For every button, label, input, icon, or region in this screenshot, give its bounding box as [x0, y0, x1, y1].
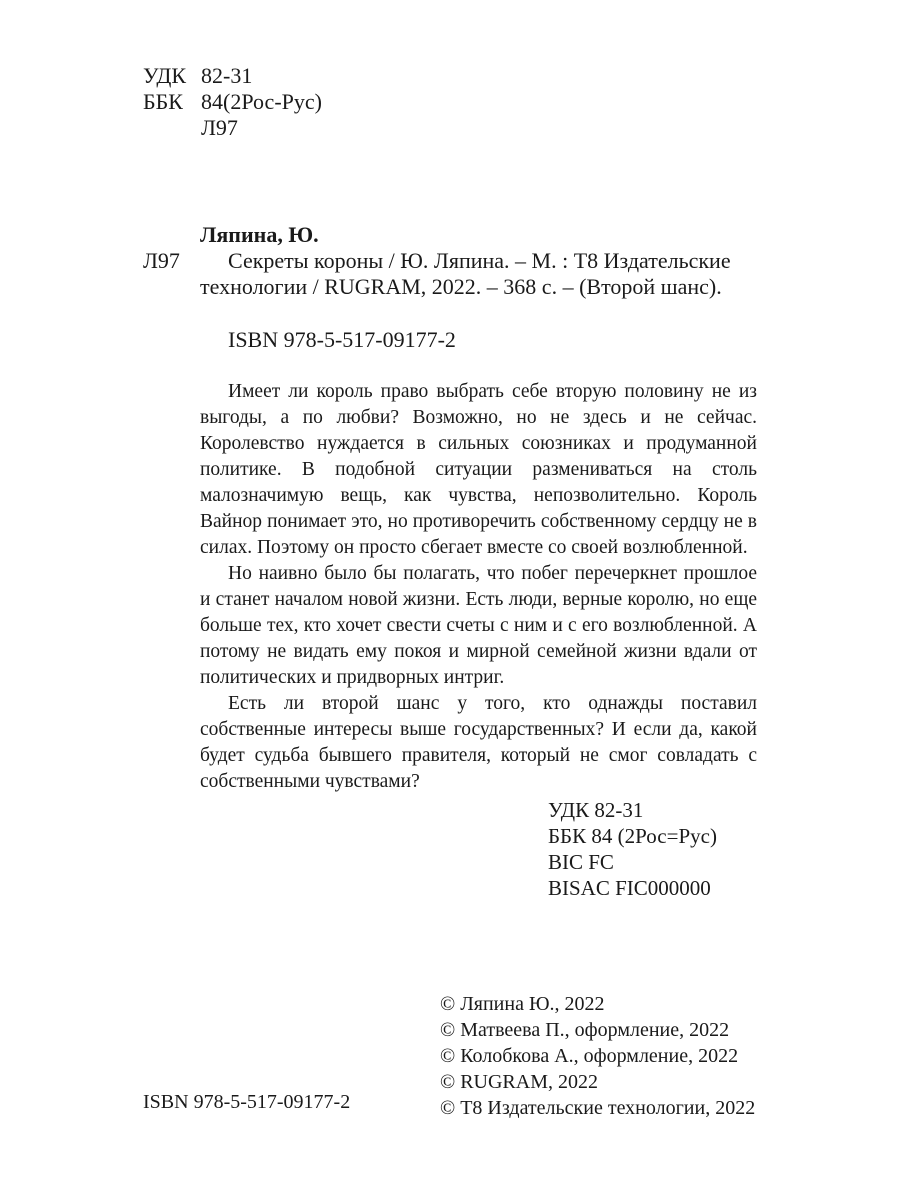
udk-value: 82-31 [201, 63, 253, 88]
udk-line [143, 63, 322, 89]
classification-bbk: ББК 84 (2Рос=Рус) [548, 824, 717, 848]
header-author-mark: Л97 [201, 115, 238, 140]
classification-bisac: BISAC FIC000000 [548, 876, 711, 900]
author-name: Ляпина, Ю. [200, 222, 319, 247]
bottom-isbn: ISBN 978-5-517-09177-2 [143, 1091, 351, 1113]
bib-line-2: технологии / RUGRAM, 2022. – 368 с. – (Второй шанс). [200, 274, 722, 299]
annotation-paragraph: Имеет ли король право выбрать себе вторую половину не из выгоды, а по любви? Возможно, но не здесь и не сейчас. Королевство нуждается в сильных союзниках и продуманной политике. В подобной ситуации размениваться на столь малозначимую вещь, как чувства, непозволительно. Король Вайнор понимает это, но противоречить собственному сердцу не в силах. Поэтому он просто сбегает вместе со своей возлюбленной. [200, 381, 757, 558]
classification-bic: BIC FC [548, 850, 614, 874]
classification-block [548, 797, 717, 901]
bib-line-1: Секреты короны / Ю. Ляпина. – М. : Т8 Издательские [228, 248, 731, 273]
udk-label: УДК [143, 63, 187, 88]
bbk-label: ББК [143, 89, 183, 114]
copyright-line: © RUGRAM, 2022 [440, 1071, 598, 1093]
bbk-value: 84(2Рос-Рус) [201, 89, 322, 114]
header-codes [143, 63, 322, 141]
copyright-line: © Колобкова А., оформление, 2022 [440, 1045, 739, 1067]
annotation [200, 379, 757, 795]
classification-udk: УДК 82-31 [548, 798, 644, 822]
author-mark-line [143, 115, 322, 141]
record-isbn: ISBN 978-5-517-09177-2 [228, 327, 456, 352]
record-author-mark: Л97 [143, 248, 180, 273]
bbk-line [143, 89, 322, 115]
copyright-line: © Матвеева П., оформление, 2022 [440, 1019, 730, 1041]
annotation-paragraph: Но наивно было бы полагать, что побег перечеркнет прошлое и станет началом новой жизни. Есть люди, верные королю, но еще больше тех, кто хочет свести счеты с ним и с его возлюбленной. А потому не видать ему покоя и мирной семейной жизни вдали от политических и придворных интриг. [200, 563, 757, 688]
copyright-line: © Ляпина Ю., 2022 [440, 993, 605, 1015]
annotation-paragraph: Есть ли второй шанс у того, кто однажды поставил собственные интересы выше государственных? И если да, какой будет судьба бывшего правителя, который не смог совладать с собственными чувствами? [200, 693, 757, 792]
copyright-block [440, 991, 755, 1121]
copyright-line: © Т8 Издательские технологии, 2022 [440, 1097, 756, 1119]
